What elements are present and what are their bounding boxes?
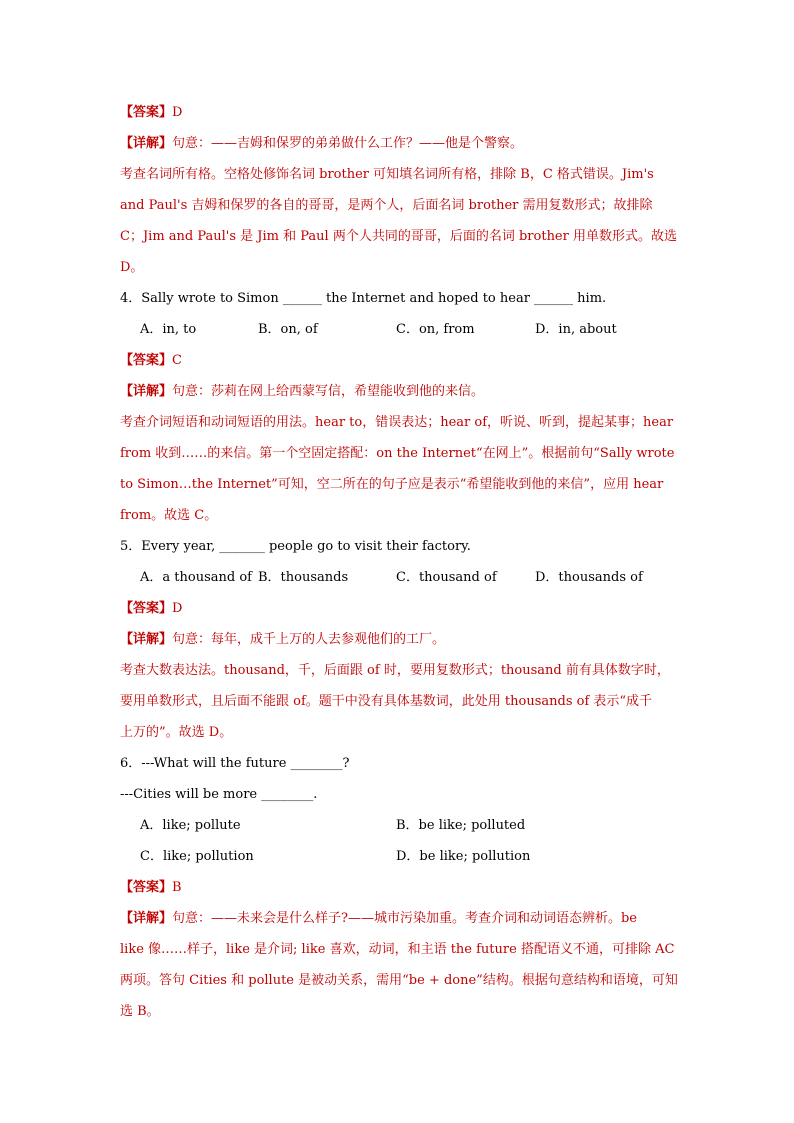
option-a: A．a thousand of bbox=[140, 570, 252, 585]
explain-line: C；Jim and Paul's 是 Jim 和 Paul 两个人共同的哥哥，后面的名词 brother 用单数形式。故选 bbox=[120, 229, 677, 244]
detail-line bbox=[120, 379, 680, 410]
answer-value: C bbox=[172, 353, 182, 368]
answer-value: D bbox=[172, 105, 183, 120]
detail-tag: 【详解】 bbox=[120, 384, 173, 399]
answer-line bbox=[120, 875, 680, 906]
option-d: D．thousands of bbox=[535, 570, 643, 585]
option-a: A．like; pollute bbox=[140, 818, 241, 833]
explain-line: 上万的”。故选 D。 bbox=[120, 725, 233, 740]
explain-line: to Simon…the Internet”可知，空二所在的句子应是表示“希望能收到他的来信”，应用 hear bbox=[120, 477, 664, 492]
explain-line: like 像……样子，like 是介词; like 喜欢，动词，和主语 the future 搭配语义不通，可排除 AC bbox=[120, 942, 675, 957]
explain-line: from。故选 C。 bbox=[120, 508, 218, 523]
detail-line bbox=[120, 131, 680, 162]
options-row bbox=[120, 844, 680, 875]
explain-line: 选 B。 bbox=[120, 1004, 160, 1019]
option-d: D．in, about bbox=[535, 322, 617, 337]
explain-line: and Paul's 吉姆和保罗的各自的哥哥，是两个人，后面名词 brother 需用复数形式；故排除 bbox=[120, 198, 653, 213]
option-b: B．thousands bbox=[258, 570, 349, 585]
answer-value: D bbox=[172, 601, 183, 616]
options-row bbox=[120, 565, 680, 596]
answer-tag: 【答案】 bbox=[120, 601, 173, 616]
detail-tag: 【详解】 bbox=[120, 632, 173, 647]
option-a: A．in, to bbox=[140, 322, 197, 337]
question-stem: 5．Every year, _______ people go to visit their factory. bbox=[120, 539, 471, 554]
answer-line bbox=[120, 348, 680, 379]
option-b: B．be like; polluted bbox=[396, 818, 526, 833]
answer-line bbox=[120, 100, 680, 131]
explain-line: 考查名词所有格。空格处修饰名词 brother 可知填名词所有格，排除 B，C 格式错误。Jim's bbox=[120, 167, 654, 182]
options-row bbox=[120, 813, 680, 844]
answer-tag: 【答案】 bbox=[120, 105, 173, 120]
detail-line bbox=[120, 906, 680, 937]
option-b: B．on, of bbox=[258, 322, 318, 337]
answer-line bbox=[120, 596, 680, 627]
explain-line: from 收到……的来信。第一个空固定搭配：on the Internet“在网上”。根据前句“Sally wrote bbox=[120, 446, 675, 461]
explain-line: 要用单数形式，且后面不能跟 of。题干中没有具体基数词，此处用 thousands of 表示“成千 bbox=[120, 694, 653, 709]
detail-tag: 【详解】 bbox=[120, 136, 173, 151]
meaning-text: 句意：莎莉在网上给西蒙写信，希望能收到他的来信。 bbox=[172, 384, 485, 399]
answer-value: B bbox=[172, 880, 182, 895]
option-c: C．thousand of bbox=[396, 570, 497, 585]
meaning-text: 句意：每年，成千上万的人去参观他们的工厂。 bbox=[172, 632, 446, 647]
option-c: C．on, from bbox=[396, 322, 475, 337]
option-d: D．be like; pollution bbox=[396, 849, 531, 864]
option-c: C．like; pollution bbox=[140, 849, 254, 864]
question-stem: 4．Sally wrote to Simon ______ the Internet and hoped to hear ______ him. bbox=[120, 291, 607, 306]
answer-tag: 【答案】 bbox=[120, 353, 173, 368]
detail-tag: 【详解】 bbox=[120, 911, 173, 926]
page-content bbox=[120, 100, 680, 1030]
explain-line: 考查介词短语和动词短语的用法。hear to，错误表达；hear of，听说、听到，提起某事；hear bbox=[120, 415, 674, 430]
meaning-text: 句意：——吉姆和保罗的弟弟做什么工作？——他是个警察。 bbox=[172, 136, 524, 151]
meaning-text: 句意：——未来会是什么样子?——城市污染加重。考查介词和动词语态辨析。be bbox=[172, 911, 638, 926]
question-stem-reply: ---Cities will be more ________. bbox=[120, 787, 318, 802]
options-row bbox=[120, 317, 680, 348]
answer-tag: 【答案】 bbox=[120, 880, 173, 895]
explain-line: 两项。答句 Cities 和 pollute 是被动关系，需用“be + done”结构。根据句意结构和语境，可知 bbox=[120, 973, 678, 988]
question-stem: 6．---What will the future ________? bbox=[120, 756, 350, 771]
explain-line: 考查大数表达法。thousand，千，后面跟 of 时，要用复数形式；thousand 前有具体数字时， bbox=[120, 663, 670, 678]
explain-line: D。 bbox=[120, 260, 144, 275]
detail-line bbox=[120, 627, 680, 658]
